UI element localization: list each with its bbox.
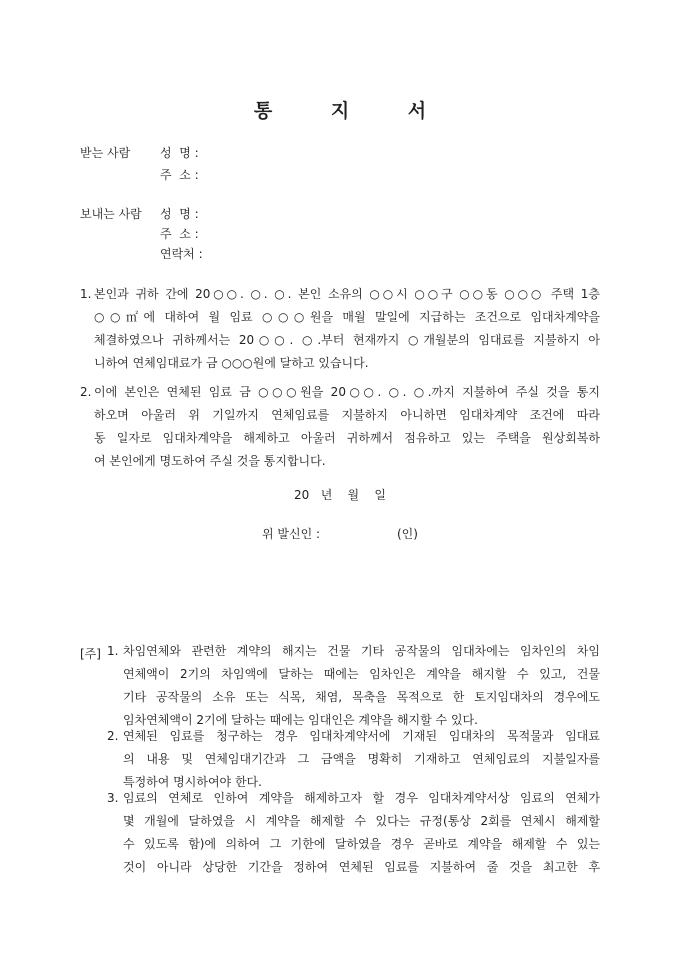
- note-line: 기타 공작물의 소유 또는 식목, 채염, 목축을 목적으로 한 토지임대차의 경우에도: [123, 690, 600, 704]
- document-title: 통 지 서: [253, 100, 453, 122]
- note-line: 몇 개월에 달하였을 시 계약을 해제할 수 있다는 규정(통상 2회를 연체시 해제할: [123, 814, 600, 828]
- note-number: 1.: [107, 644, 119, 658]
- paragraph-line: 하오며 아울러 위 기일까지 연체임료를 지불하지 아니하면 임대차계약 조건에 따라: [94, 408, 600, 422]
- note-line: 특정하여 명시하여야 한다.: [123, 775, 262, 789]
- recipient-heading: 받는 사람: [80, 146, 131, 160]
- notes-marker: [주]: [80, 647, 101, 661]
- signer-label: 위 발신인 :: [262, 527, 321, 541]
- sender-heading: 보내는 사람: [80, 207, 142, 221]
- note-line: 차임연체와 관련한 계약의 해지는 건물 기타 공작물의 임대차에는 임차인의 차임: [123, 644, 600, 658]
- recipient-address-label: 주 소 :: [160, 168, 199, 182]
- paragraph-1: [80, 283, 600, 375]
- note-line: 의 내용 및 연체임대기간과 그 금액을 명확히 기재하고 연체임료의 지불일자를: [123, 752, 600, 766]
- sender-contact-label: 연락처 :: [160, 247, 203, 261]
- paragraph-line: ○○㎡에 대하여 월 임료 ○○○원을 매월 말일에 지급하는 조건으로 임대차계약을: [94, 310, 600, 324]
- paragraph-line: 본인과 귀하 간에 20○○. ○. ○. 본인 소유의 ○○시 ○○구 ○○동 ○○○ 주택 1층: [94, 287, 600, 301]
- sender-address-label: 주 소 :: [160, 227, 199, 241]
- note-item-1: [123, 640, 600, 732]
- note-line: 연체된 임료를 청구하는 경우 임대차계약서에 기재된 임대차의 목적물과 임대료: [123, 729, 600, 743]
- date-line: 20 년 월 일: [293, 488, 386, 502]
- paragraph-line: 이에 본인은 연체된 임료 금 ○○○원을 20○○. ○. ○.까지 지불하여 주실 것을 통지: [94, 385, 600, 399]
- paragraph-2: [80, 381, 600, 473]
- seal-mark: (인): [397, 527, 418, 541]
- recipient-name-label: 성 명 :: [160, 146, 199, 160]
- note-line: 것이 아니라 상당한 기간을 정하여 연체된 임료를 지불하여 줄 것을 최고한 후: [123, 860, 600, 874]
- note-number: 2.: [107, 729, 119, 743]
- note-item-3: [123, 787, 600, 879]
- paragraph-line: 동 일자로 임대차계약을 해제하고 아울러 귀하께서 점유하고 있는 주택을 원상회복하: [94, 431, 600, 445]
- note-number: 3.: [107, 791, 119, 805]
- note-item-2: [123, 725, 600, 794]
- paragraph-line: 니하여 연체임대료가 금 ○○○원에 달하고 있습니다.: [94, 356, 369, 370]
- paragraph-line: 여 본인에게 명도하여 주실 것을 통지합니다.: [94, 454, 326, 468]
- sender-name-label: 성 명 :: [160, 207, 199, 221]
- note-line: 임료의 연체로 인하여 계약을 해제하고자 할 경우 임대차계약서상 임료의 연체가: [123, 791, 600, 805]
- note-line: 연체액이 2기의 차임액에 달하는 때에는 임차인은 계약을 해지할 수 있고, 건물: [123, 667, 600, 681]
- paragraph-number: 1.: [80, 287, 92, 301]
- note-line: 임차연체액이 2기에 달하는 때에는 임대인은 계약을 해지할 수 있다.: [123, 713, 478, 727]
- note-line: 수 있도록 함)에 의하여 그 기한에 달하였을 경우 곧바로 계약을 해제할 수 있는: [123, 837, 600, 851]
- paragraph-number: 2.: [80, 385, 92, 399]
- paragraph-line: 체결하였으나 귀하께서는 20○○. ○.부터 현재까지 ○개월분의 임대료를 지불하지 아: [94, 333, 600, 347]
